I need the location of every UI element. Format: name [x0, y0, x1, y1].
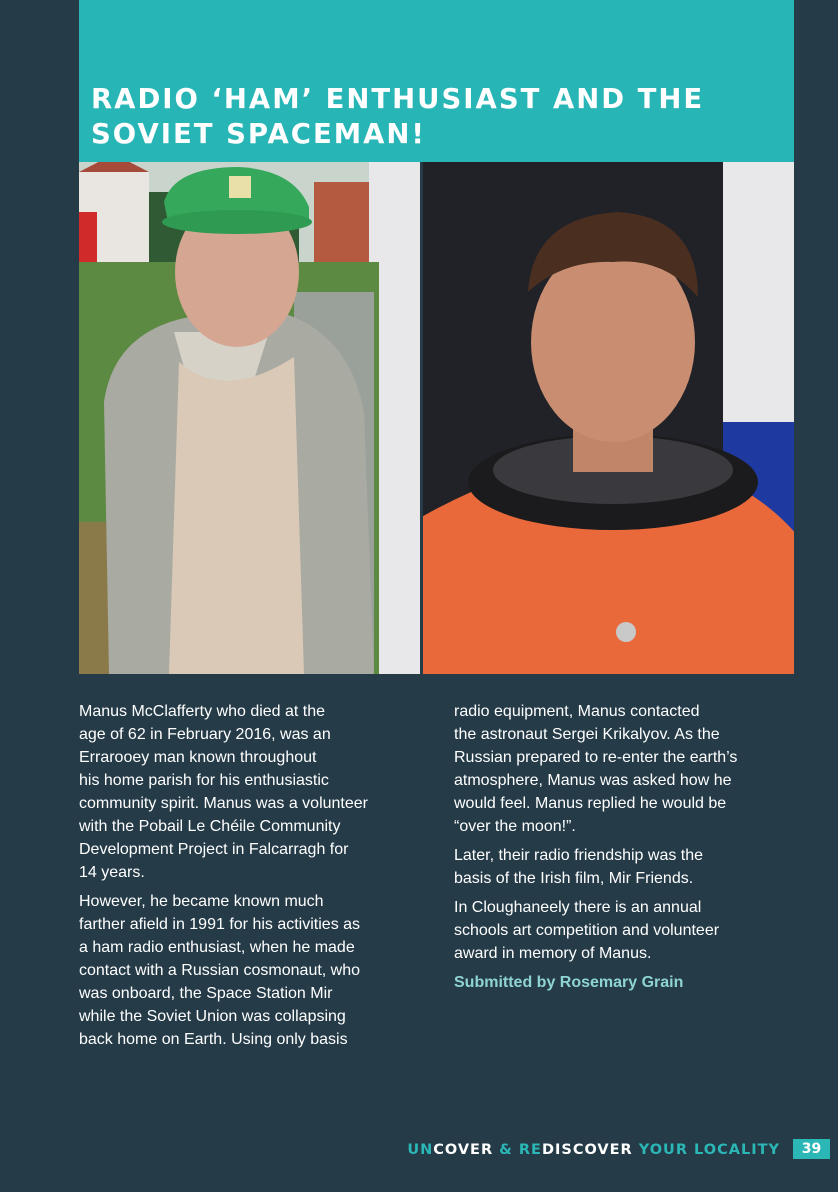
article-title-line-1: RADIO ‘HAM’ ENTHUSIAST AND THE: [91, 83, 705, 115]
footer-cover: COVER: [433, 1142, 494, 1158]
submitted-by-credit: Submitted by Rosemary Grain: [454, 974, 684, 991]
article-title-line-2: SOVIET SPACEMAN!: [91, 118, 426, 150]
footer-discover: DISCOVER: [541, 1142, 633, 1158]
footer-tagline: [400, 1140, 780, 1160]
title-banner: [79, 0, 794, 162]
footer-amp: &: [493, 1142, 519, 1158]
footer-locality: YOUR LOCALITY: [632, 1142, 780, 1158]
paragraph-contact: radio equipment, Manus contacted the astronaut Sergei Krikalyov. As the Russian prepared to re-enter the earth’s atmosphere, Manus was asked how he would feel. Manus replied he would be “over the moon!”.: [454, 703, 738, 835]
paragraph-film: Later, their radio friendship was the basis of the Irish film, Mir Friends.: [454, 847, 704, 887]
paragraph-intro: Manus McClafferty who died at the age of 62 in February 2016, was an Errarooey man known throughout his home parish for his enthusiastic community spirit. Manus was a volunteer with the Pobail Le Chéile Community Development Project in Falcarragh for 14 years.: [79, 703, 368, 881]
paragraph-award: In Cloughaneely there is an annual schools art competition and volunteer award in memory of Manus.: [454, 899, 720, 962]
photo-manus-mcclafferty: [79, 162, 420, 674]
paragraph-ham-radio: However, he became known much farther afield in 1991 for his activities as a ham radio enthusiast, when he made contact with a Russian cosmonaut, who was onboard, the Space Station Mir while the Soviet Union was collapsing back home on Earth. Using only basis: [79, 893, 361, 1048]
photo-sergei-krikalyov: [423, 162, 794, 674]
article-column-right: [454, 700, 799, 1000]
footer-re: RE: [518, 1142, 542, 1158]
article-column-left: [79, 700, 429, 1057]
page-number: 39: [793, 1139, 830, 1159]
footer-un: UN: [407, 1142, 434, 1158]
article-title: [91, 82, 704, 152]
